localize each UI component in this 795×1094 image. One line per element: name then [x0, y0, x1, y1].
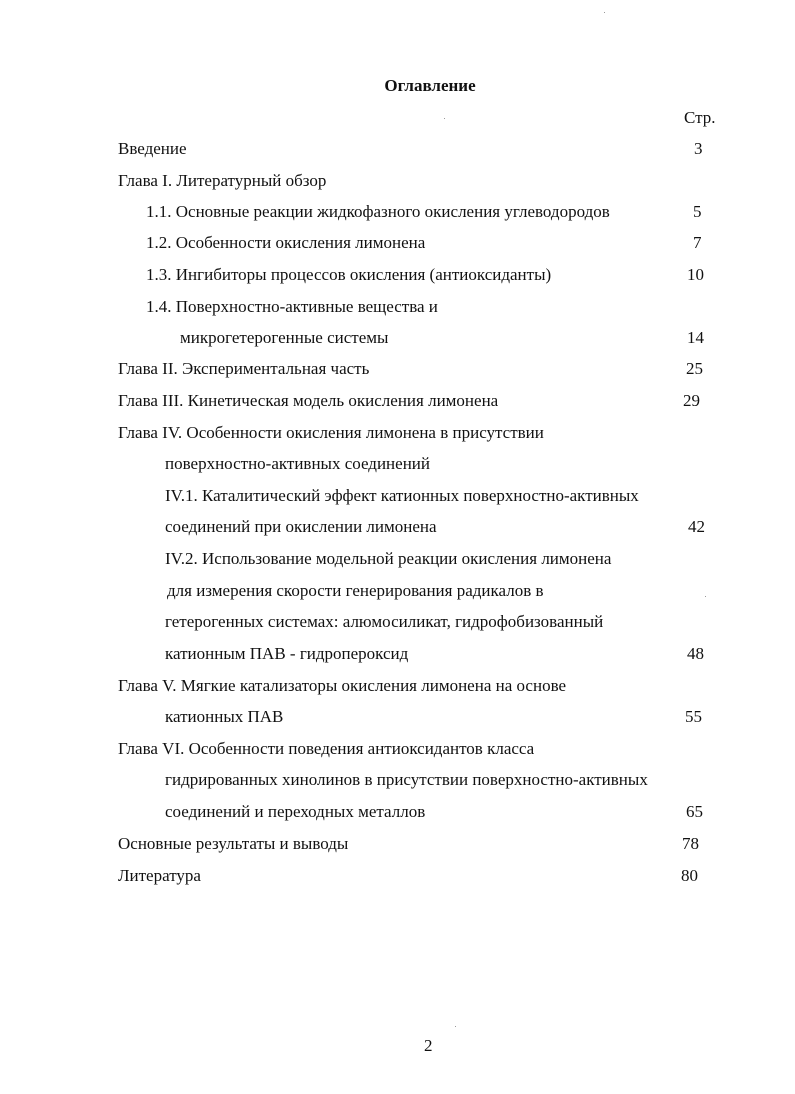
toc-entry-text: 1.3. Ингибиторы процессов окисления (антиоксиданты) [146, 265, 552, 284]
toc-entry-text: Глава V. Мягкие катализаторы окисления лимонена на основе [118, 676, 567, 695]
scan-speck [444, 118, 445, 119]
toc-entry-text: катионным ПАВ - гидропероксид [165, 644, 409, 663]
scan-speck [455, 1026, 456, 1027]
toc-entry-page: 3 [694, 139, 703, 158]
toc-entry-text: IV.1. Каталитический эффект катионных поверхностно-активных [165, 486, 639, 505]
page-column-label: Стр. [684, 108, 716, 127]
toc-entry-text: Глава I. Литературный обзор [118, 171, 327, 190]
toc-entry-page: 10 [687, 265, 704, 284]
toc-entry-text: Основные результаты и выводы [118, 834, 349, 853]
scan-speck [604, 12, 605, 13]
toc-entry-page: 25 [686, 359, 703, 378]
toc-entry-text: катионных ПАВ [165, 707, 284, 726]
toc-entry-page: 80 [681, 866, 698, 885]
toc-entry-page: 78 [682, 834, 699, 853]
scan-speck [705, 596, 706, 597]
toc-title: Оглавление [384, 76, 476, 95]
toc-entry-page: 5 [693, 202, 702, 221]
toc-entry-page: 14 [687, 328, 704, 347]
toc-entry-text: 1.1. Основные реакции жидкофазного окисления углеводородов [146, 202, 610, 221]
toc-entry-text: соединений и переходных металлов [165, 802, 426, 821]
toc-entry-text: Глава VI. Особенности поведения антиоксидантов класса [118, 739, 535, 758]
toc-entry-page: 55 [685, 707, 702, 726]
toc-entry-text: IV.2. Использование модельной реакции окисления лимонена [165, 549, 612, 568]
toc-entry-text: поверхностно-активных соединений [165, 454, 430, 473]
toc-entry-text: Литература [118, 866, 201, 885]
toc-entry-text: 1.2. Особенности окисления лимонена [146, 233, 426, 252]
toc-entry-text: микрогетерогенные системы [180, 328, 389, 347]
toc-entry-page: 42 [688, 517, 705, 536]
toc-entry-text: гетерогенных системах: алюмосиликат, гидрофобизованный [165, 612, 604, 631]
toc-entry-page: 48 [687, 644, 704, 663]
toc-entry-text: Глава II. Экспериментальная часть [118, 359, 370, 378]
toc-entry-text: соединений при окислении лимонена [165, 517, 437, 536]
toc-entry-text: Введение [118, 139, 187, 158]
toc-entry-text: Глава IV. Особенности окисления лимонена в присутствии [118, 423, 544, 442]
page-number: 2 [424, 1036, 433, 1055]
toc-entry-page: 65 [686, 802, 703, 821]
toc-entry-page: 29 [683, 391, 700, 410]
toc-entry-text: для измерения скорости генерирования радикалов в [167, 581, 544, 600]
toc-entry-text: 1.4. Поверхностно-активные вещества и [146, 297, 438, 316]
toc-entry-text: гидрированных хинолинов в присутствии поверхностно-активных [165, 770, 648, 789]
toc-entry-page: 7 [693, 233, 702, 252]
toc-entry-text: Глава III. Кинетическая модель окисления лимонена [118, 391, 499, 410]
